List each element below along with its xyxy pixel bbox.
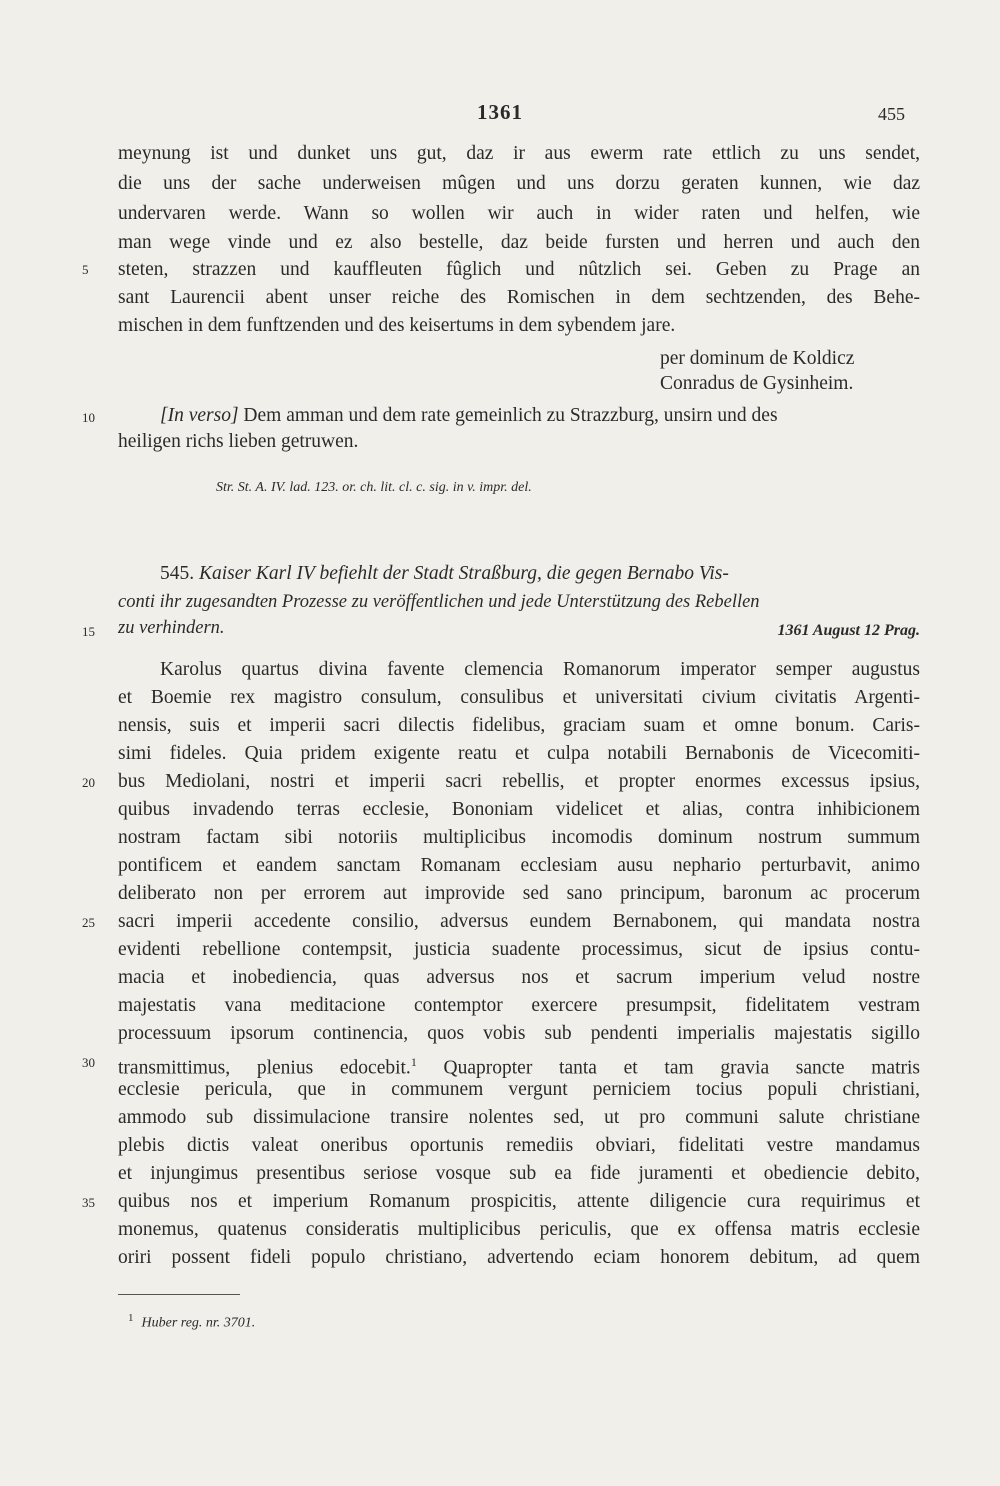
text-line: simi fideles. Quia pridem exigente reatu et culpa notabili Bernabonis de Vicecomiti- [118, 743, 920, 764]
text-line: plebis dictis valeat oneribus oportunis remediis obviari, fidelitati vestre mandamus [118, 1135, 920, 1156]
signature-line: Conradus de Gysinheim. [660, 373, 854, 394]
line-number: 35 [82, 1195, 95, 1210]
text-line: quibus nos et imperium Romanum prospicitis, attente diligencie cura requirimus et [118, 1191, 920, 1212]
text-line: macia et inobediencia, quas adversus nos et sacrum imperium velud nostre [118, 967, 920, 988]
text-line: meynung ist und dunket uns gut, daz ir aus ewerm rate ettlich zu uns sendet, [118, 143, 920, 164]
text-segment: transmittimus, plenius edocebit. [118, 1057, 411, 1079]
text-line: die uns der sache underweisen mûgen und uns dorzu geraten kunnen, wie daz [118, 173, 920, 194]
line-number: 25 [82, 915, 95, 930]
text-line: nostram factam sibi notoriis multiplicibus incomodis dominum nostrum summum [118, 827, 920, 848]
document-summary: conti ihr zugesandten Prozesse zu veröffentlichen und jede Unterstützung des Rebellen [118, 592, 760, 612]
document-summary: Kaiser Karl IV befiehlt der Stadt Straßburg, die gegen Bernabo Vis- [199, 563, 729, 584]
document-summary: zu verhindern. [118, 618, 225, 638]
footnote-reference: 1 [410, 1055, 417, 1069]
line-number: 10 [82, 410, 95, 425]
text-line: ecclesie pericula, que in communem vergunt perniciem tocius populi christiani, [118, 1079, 920, 1100]
text-line: ammodo sub dissimulacione transire nolentes sed, ut pro communi salute christiane [118, 1107, 920, 1128]
text-line: oriri possent fideli populo christiano, advertendo eciam honorem debitum, ad quem [118, 1247, 920, 1268]
line-number: 30 [82, 1055, 95, 1070]
verso-text: Dem amman und dem rate gemeinlich zu Strazzburg, unsirn und des [238, 405, 778, 426]
footnote-number: 1 [128, 1312, 134, 1324]
text-line: undervaren werde. Wann so wollen wir auch in wider raten und helfen, wie [118, 203, 920, 224]
verso-note [160, 404, 920, 428]
page-number: 455 [878, 104, 905, 124]
footnote-rule [118, 1294, 240, 1295]
footnote [128, 1312, 255, 1332]
text-line: evidenti rebellione contempsit, justicia suadente processimus, sicut de ipsius contu- [118, 939, 920, 960]
text-line [118, 1050, 920, 1081]
text-line: processuum ipsorum continencia, quos vobis sub pendenti imperialis majestatis sigillo [118, 1023, 920, 1044]
text-line: quibus invadendo terras ecclesie, Bononiam videlicet et alias, contra inhibicionem [118, 799, 920, 820]
text-line: majestatis vana meditacione contemptor exercere presumpsit, fidelitatem vestram [118, 995, 920, 1016]
running-header-year: 1361 [477, 100, 523, 124]
text-line: et injungimus presentibus seriose vosque sub ea fide juramenti et obediencie debito, [118, 1163, 920, 1184]
text-line: Karolus quartus divina favente clemencia Romanorum imperator semper augustus [160, 659, 920, 680]
signature-line: per dominum de Koldicz [660, 348, 855, 369]
text-line: heiligen richs lieben getruwen. [118, 431, 359, 452]
footnote-text: Huber reg. nr. 3701. [141, 1315, 256, 1331]
document-number: 545. [160, 563, 195, 584]
text-line: monemus, quatenus consideratis multiplicibus periculis, que ex offensa matris ecclesie [118, 1219, 920, 1240]
source-note: Str. St. A. IV. lad. 123. or. ch. lit. cl. c. sig. in v. impr. del. [216, 480, 532, 495]
text-line: et Boemie rex magistro consulum, consulibus et universitati civium civitatis Argenti- [118, 687, 920, 708]
text-line: bus Mediolani, nostri et imperii sacri rebellis, et propter enormes excessus ipsius, [118, 771, 920, 792]
document-heading [160, 562, 920, 586]
document-date: 1361 August 12 Prag. [777, 622, 920, 639]
text-line: nensis, suis et imperii sacri dilectis fidelibus, graciam suam et omne bonum. Caris- [118, 715, 920, 736]
verso-marker: [In verso] [160, 405, 239, 426]
text-line: steten, strazzen und kauffleuten fûglich und nûtzlich sei. Geben zu Prage an [118, 259, 920, 280]
text-line: sacri imperii accedente consilio, adversus eundem Bernabonem, qui mandata nostra [118, 911, 920, 932]
line-number: 20 [82, 775, 95, 790]
text-line: pontificem et eandem sanctam Romanam ecclesiam ausu nephario perturbavit, animo [118, 855, 920, 876]
line-number: 5 [82, 262, 89, 277]
line-number: 15 [82, 624, 95, 639]
text-segment: Quapropter tanta et tam gravia sancte matris [416, 1057, 920, 1079]
text-line: sant Laurencii abent unser reiche des Romischen in dem sechtzenden, des Behe- [118, 287, 920, 308]
text-line: deliberato non per errorem aut improvide sed sano principum, baronum ac procerum [118, 883, 920, 904]
text-line: man wege vinde und ez also bestelle, daz beide fursten und herren und auch den [118, 232, 920, 253]
text-line: mischen in dem funftzenden und des keisertums in dem sybendem jare. [118, 315, 676, 336]
